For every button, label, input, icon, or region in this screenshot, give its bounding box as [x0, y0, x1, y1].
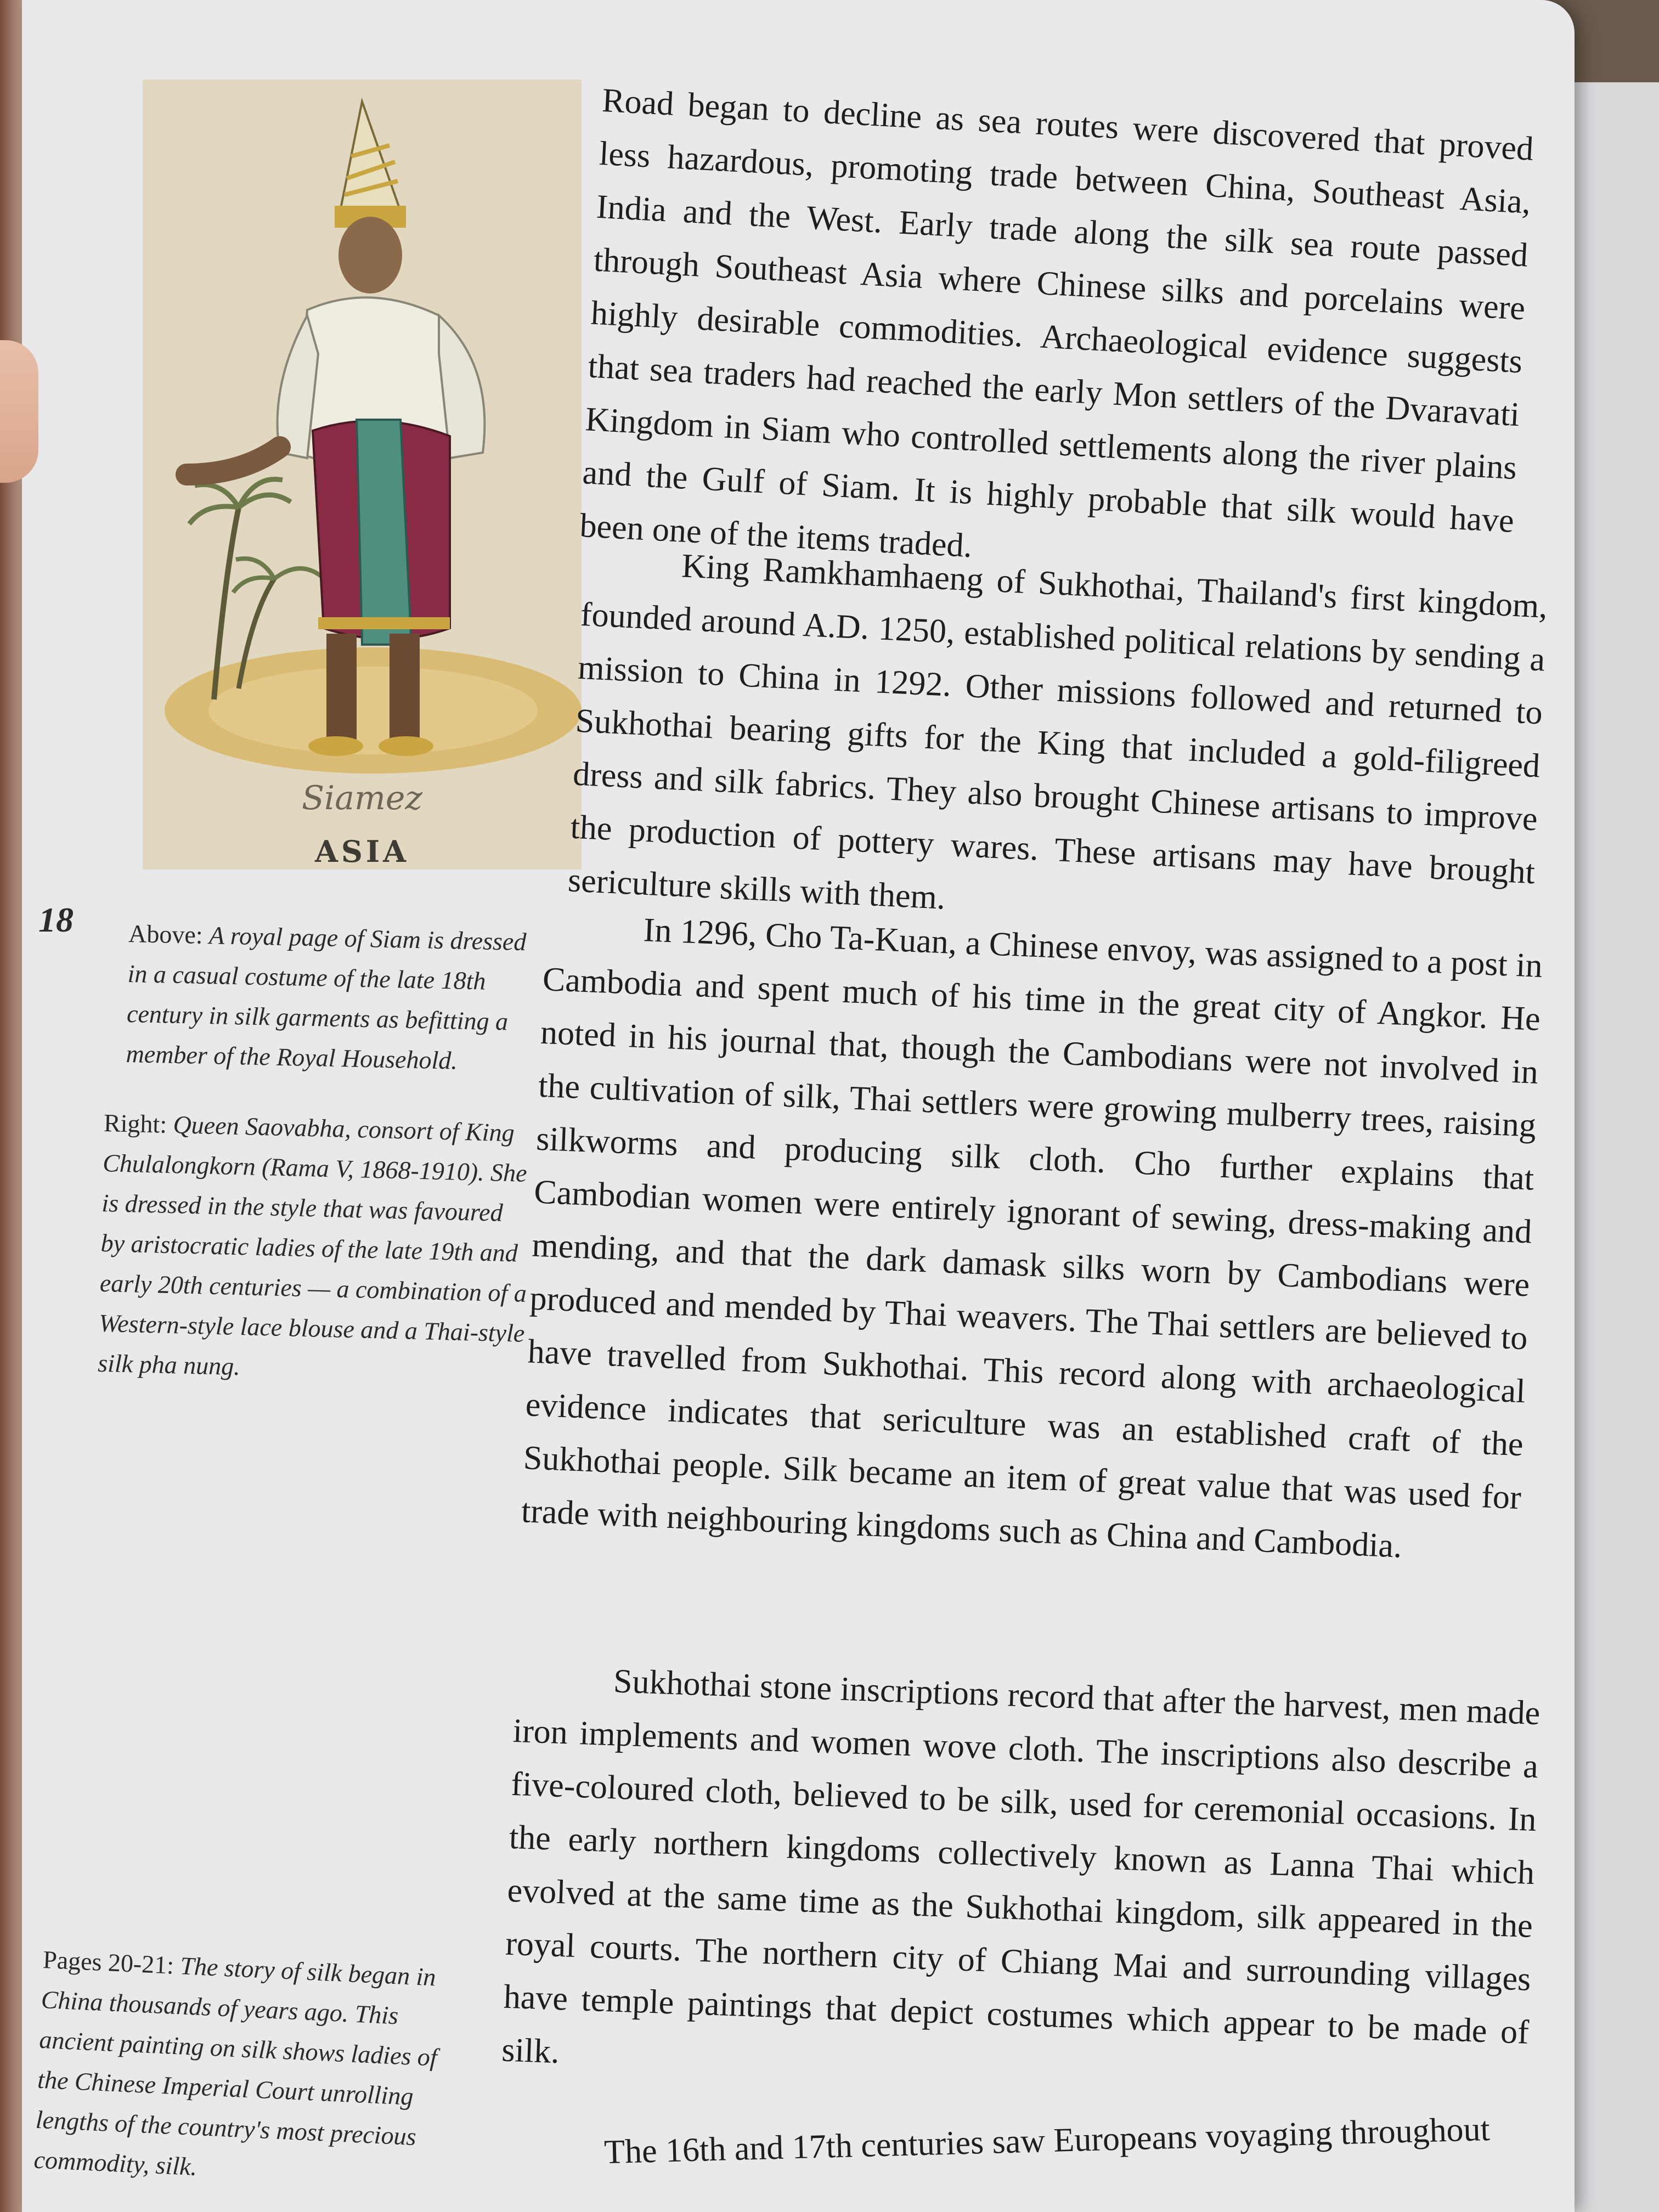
page-number: 18	[38, 900, 74, 939]
reader-thumb	[0, 340, 38, 483]
book-page	[22, 0, 1575, 2212]
caption-right	[98, 1103, 532, 1393]
caption-above-text: A royal page of Siam is dressed in a casual costume of the late 18th century in silk garments as befitting a member of the Royal Household.	[126, 921, 527, 1075]
body-paragraph-4: Sukhothai stone inscriptions record that after the harvest, men made iron implements and women wove cloth. The inscriptions also describe a five-coloured cloth, believed to be silk, used for ceremonial occasions. In the early northern kingdoms collectively known as Lanna Thai which evolved at the same time as the Sukhothai kingdom, silk appeared in the royal courts. The northern city of Chiang Mai and surrounding villages have temple paintings that depict costumes which appear to be made of silk.	[501, 1662, 1541, 2071]
caption-right-text: Queen Saovabha, consort of King Chulalongkorn (Rama V, 1868-1910). She is dressed in the style that was favoured by aristocratic ladies of the late 19th and early 20th centuries — a combination of a Western-style lace blouse and a Thai-style silk pha nung.	[97, 1110, 528, 1381]
caption-pages-text: The story of silk began in China thousands of years ago. This ancient painting on silk shows ladies of the Chinese Imperial Court unrolling lengths of the country's most precious commodity, silk.	[33, 1951, 438, 2181]
siamese-costume-illustration	[143, 80, 582, 870]
royal-page-figure-image	[143, 80, 582, 870]
illustration-script-label: Siamez	[301, 779, 423, 817]
body-paragraph-2: King Ramkhamhaeng of Sukhothai, Thailand's first kingdom, founded around A.D. 1250, established political relations by sending a mission to China in 1292. Other missions followed and returned to Sukhothai bearing gifts for the King that included a gold-filigreed dress and silk fabrics. They also brought Chinese artisans to improve the production of pottery wares. These artisans may have brought sericulture skills with them.	[567, 547, 1549, 917]
caption-pages-prefix: Pages 20-21:	[42, 1945, 181, 1980]
illustration-region-label: ASIA	[314, 834, 410, 869]
caption-pages-20-21	[33, 1939, 471, 2199]
caption-above	[126, 913, 546, 1082]
body-paragraph-5: The 16th and 17th centuries saw Europeans voyaging throughout	[603, 2111, 1491, 2171]
caption-above-prefix: Above:	[128, 919, 210, 950]
book-spine	[0, 0, 22, 2212]
body-paragraph-3: In 1296, Cho Ta-Kuan, a Chinese envoy, was assigned to a post in Cambodia and spent much of his time in the great city of Angkor. He noted in his journal that, though the Cambodians were not involved in the cultivation of silk, Thai settlers were growing mulberry trees, raising silkworms and producing silk cloth. Cho further explains that Cambodian women were entirely ignorant of sewing, dress-making and mending, and that the dark damask silks worn by Cambodians were produced and mended by Thai weavers. The Thai settlers are believed to have travelled from Sukhothai. This record along with archaeological evidence indicates that sericulture was an established craft of the Sukhothai people. Silk became an item of great value that was used for trade with neighbouring kingdoms such as China and Cambodia.	[520, 911, 1543, 1565]
body-paragraph-1: Road began to decline as sea routes were discovered that proved less hazardous, promoting trade between China, Southeast Asia, India and the West. Early trade along the silk sea route passed through Southeast Asia where Chinese silks and porcelains were highly desirable commodities. Archaeological evidence suggests that sea traders had reached the early Mon settlers of the Dvaravati Kingdom in Siam who controlled settlements along the river plains and the Gulf of Siam. It is highly probable that silk would have been one of the items traded.	[579, 81, 1534, 565]
caption-right-prefix: Right:	[103, 1108, 174, 1139]
